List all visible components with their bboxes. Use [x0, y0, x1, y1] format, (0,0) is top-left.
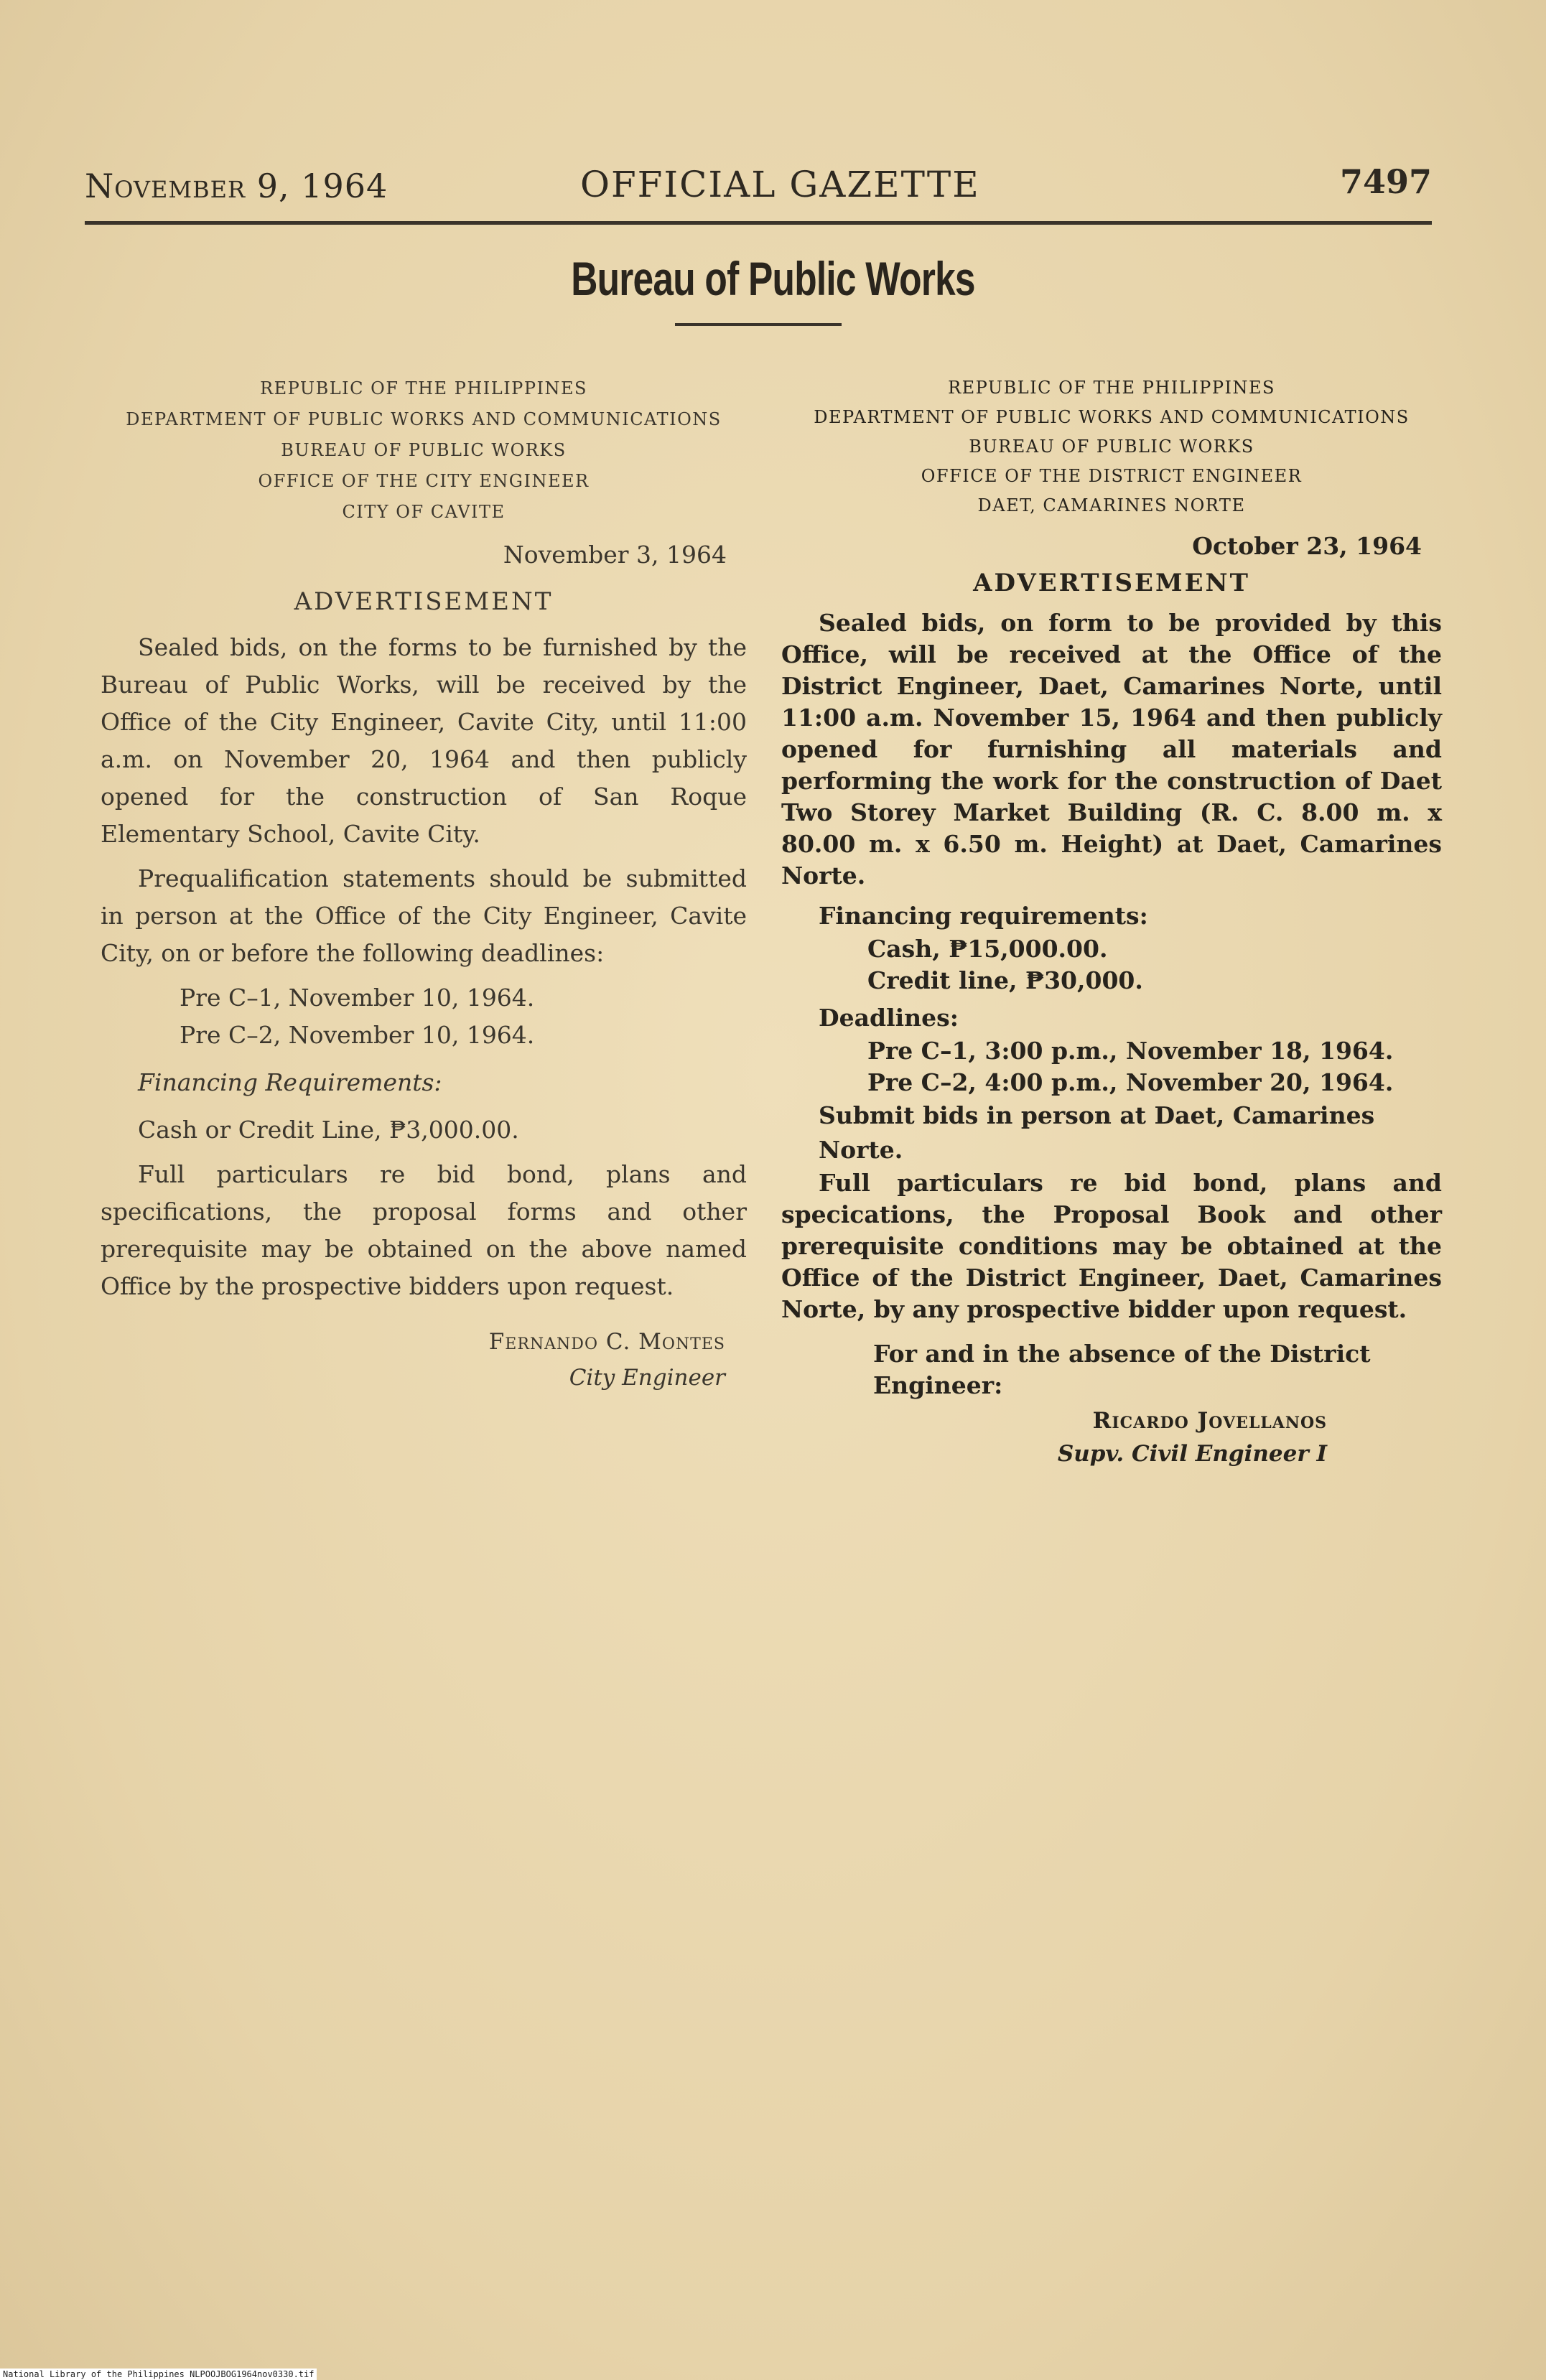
right-advertisement — [781, 373, 1442, 1470]
signer-title: City Engineer — [569, 1365, 725, 1391]
deadline-item: Pre C–1, November 10, 1964. — [180, 984, 535, 1012]
financing-value: Cash or Credit Line, ₱3,000.00. — [138, 1116, 519, 1144]
publication-title: OFFICIAL GAZETTE — [580, 164, 980, 205]
issuer-block — [781, 373, 1442, 521]
issuer-line: CITY OF CAVITE — [342, 502, 506, 522]
signature-block — [101, 1324, 747, 1396]
advertisement-date: November 3, 1964 — [503, 541, 727, 569]
header-rule — [85, 221, 1432, 225]
left-advertisement — [101, 373, 747, 1396]
body-paragraph: Full particulars re bid bond, plans and specifications, the proposal forms and other prerequisite may be obtained on the above named Office by the prospective bidders upon request. — [101, 1160, 747, 1300]
signer-name: Ricardo Jovellanos — [1092, 1408, 1327, 1434]
issuer-line: REPUBLIC OF THE PHILIPPINES — [260, 378, 587, 398]
signer-title: Supv. Civil Engineer I — [1057, 1441, 1327, 1467]
issue-date: November 9, 1964 — [85, 167, 388, 205]
advertisement-date: October 23, 1964 — [1192, 532, 1422, 560]
issuer-line: DAET, CAMARINES NORTE — [977, 495, 1246, 515]
for-absence-line: For and in the absence of the District Engineer: — [873, 1340, 1371, 1399]
deadline-item: Pre C–2, 4:00 p.m., November 20, 1964. — [867, 1068, 1394, 1096]
title-rule — [675, 323, 842, 326]
advertisement-heading: ADVERTISEMENT — [294, 587, 554, 616]
deadline-item: Pre C–1, 3:00 p.m., November 18, 1964. — [867, 1037, 1394, 1065]
issuer-line: OFFICE OF THE DISTRICT ENGINEER — [921, 466, 1303, 486]
issuer-line: DEPARTMENT OF PUBLIC WORKS AND COMMUNICATIONS — [126, 409, 722, 429]
page-number: 7497 — [1339, 162, 1432, 201]
deadline-item: Pre C–2, November 10, 1964. — [180, 1021, 535, 1049]
body-paragraph: Prequalification statements should be submitted in person at the Office of the City Engineer, Cavite City, on or before the following deadlines: — [101, 864, 747, 967]
issuer-line: OFFICE OF THE CITY ENGINEER — [258, 471, 590, 491]
financing-label: Financing requirements: — [819, 902, 1148, 930]
deadlines-label: Deadlines: — [819, 1004, 959, 1032]
page-header — [85, 159, 1432, 210]
issuer-block — [101, 373, 747, 528]
issuer-line: DEPARTMENT OF PUBLIC WORKS AND COMMUNICATIONS — [814, 407, 1410, 427]
signer-name: Fernando C. Montes — [488, 1329, 725, 1355]
body-paragraph: Sealed bids, on form to be provided by this Office, will be received at the Office of the District Engineer, Daet, Camarines Norte, until 11:00 a.m. November 15, 1964 and then publicly opened for furnishing all materials and performing the work for the construction of Daet Two Storey Market Building (R. C. 8.00 m. x 80.00 m. x 6.50 m. Height) at Daet, Camarines Norte. — [781, 609, 1442, 890]
issuer-line: BUREAU OF PUBLIC WORKS — [281, 440, 567, 460]
financing-cash: Cash, ₱15,000.00. — [867, 935, 1108, 963]
body-paragraph: Sealed bids, on the forms to be furnished by the Bureau of Public Works, will be received by the Office of the City Engineer, Cavite City, until 11:00 a.m. on November 20, 1964 and then publicly opened for the construction of San Roque Elementary School, Cavite City. — [101, 633, 747, 848]
issuer-line: REPUBLIC OF THE PHILIPPINES — [948, 378, 1275, 398]
section-title: Bureau of Public Works — [571, 252, 975, 305]
submit-instruction: Submit bids in person at Daet, Camarines Norte. — [819, 1101, 1375, 1164]
signature-block — [781, 1404, 1442, 1470]
issuer-line: BUREAU OF PUBLIC WORKS — [969, 437, 1254, 457]
body-paragraph: Full particulars re bid bond, plans and specications, the Proposal Book and other prerequisite conditions may be obtained at the Office of the District Engineer, Daet, Camarines Norte, by any prospective bidder upon request. — [781, 1169, 1442, 1323]
financing-label: Financing Requirements: — [138, 1068, 442, 1096]
scan-footer: National Library of the Philippines NLPOOJBOG1964nov0330.tif — [0, 2369, 317, 2380]
advertisement-heading: ADVERTISEMENT — [973, 569, 1250, 597]
financing-credit: Credit line, ₱30,000. — [867, 966, 1143, 994]
